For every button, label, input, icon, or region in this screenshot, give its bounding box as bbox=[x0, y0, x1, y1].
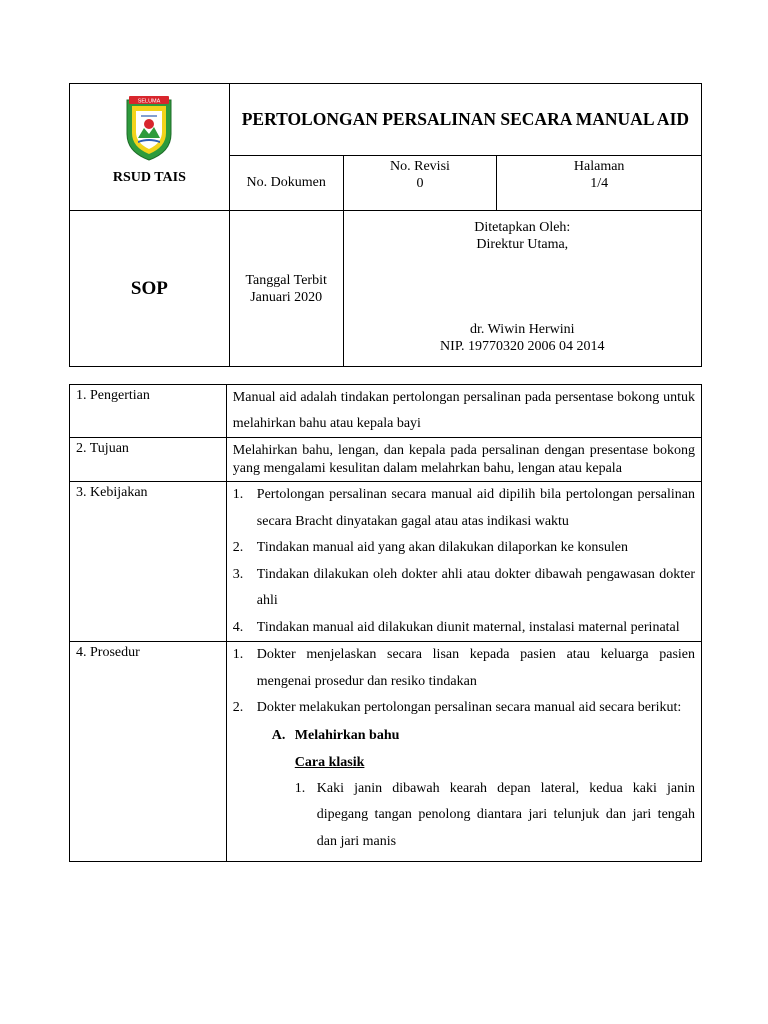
signer-name: dr. Wiwin Herwini bbox=[470, 322, 575, 337]
section-body-pengertian bbox=[226, 385, 701, 438]
list-item-text: Dokter melakukan pertolongan persalinan secara manual aid secara berikut: bbox=[256, 700, 682, 715]
list-item bbox=[233, 642, 695, 695]
list-item bbox=[233, 695, 695, 722]
ditetapkan-cell bbox=[343, 211, 701, 367]
section-body-tujuan bbox=[226, 438, 701, 482]
section-body-prosedur bbox=[226, 642, 701, 862]
no-dokumen-cell bbox=[229, 156, 343, 211]
hospital-name: RSUD TAIS bbox=[112, 170, 186, 185]
cara-heading: Cara klasik bbox=[294, 754, 365, 770]
no-revisi-value: 0 bbox=[416, 176, 424, 191]
list-item-text: Pertolongan persalinan secara manual aid dipilih bila pertolongan persalinan secara Bracht dinyatakan gagal atau atas indikasi waktu bbox=[256, 487, 695, 529]
no-revisi-cell bbox=[343, 156, 497, 211]
sop-cell bbox=[70, 211, 230, 367]
tujuan-text: Melahirkan bahu, lengan, dan kepala pada persalinan dengan presentase bokong yang mengalami kesulitan dalam melahrkan bahu, lengan atau kepala bbox=[232, 443, 695, 476]
list-item-number: 1. bbox=[232, 487, 244, 502]
list-item-number: 2. bbox=[232, 540, 244, 555]
subsection-heading bbox=[233, 722, 695, 749]
list-item-text: Tindakan manual aid dilakukan diunit maternal, instalasi maternal perinatal bbox=[256, 619, 680, 635]
ditetapkan-label: Ditetapkan Oleh: bbox=[474, 220, 571, 235]
document-header-table bbox=[69, 83, 702, 367]
list-item-text: Kaki janin dibawah kearah depan lateral, kedua kaki janin dipegang tangan penolong diantara jari telunjuk dan jari tengah dan jari manis bbox=[316, 780, 695, 849]
no-dokumen-label: No. Dokumen bbox=[246, 175, 326, 190]
section-label-prosedur: 4. Prosedur bbox=[70, 642, 227, 862]
list-item-number: 4. bbox=[232, 619, 244, 635]
list-item-text: Dokter menjelaskan secara lisan kepada pasien atau keluarga pasien mengenai prosedur dan resiko tindakan bbox=[256, 647, 695, 689]
list-item-number: 3. bbox=[232, 566, 244, 582]
seluma-logo-icon bbox=[123, 94, 175, 162]
tanggal-terbit-label: Tanggal Terbit bbox=[245, 272, 327, 288]
halaman-label: Halaman bbox=[573, 159, 625, 174]
tanggal-terbit-value: Januari 2020 bbox=[250, 289, 323, 305]
cara-list bbox=[233, 776, 695, 856]
section-label-pengertian: 1. Pengertian bbox=[70, 385, 227, 438]
subsection-title: Melahirkan bahu bbox=[294, 727, 400, 743]
hospital-cell bbox=[70, 84, 230, 211]
list-item-text: Tindakan manual aid yang akan dilakukan dilaporkan ke konsulen bbox=[256, 540, 628, 555]
list-item bbox=[233, 535, 695, 562]
section-row-tujuan bbox=[70, 438, 702, 482]
no-revisi-label: No. Revisi bbox=[390, 159, 450, 174]
list-item-number: 1. bbox=[232, 647, 244, 662]
section-label-kebijakan: 3. Kebijakan bbox=[70, 482, 227, 642]
section-body-kebijakan bbox=[226, 482, 701, 642]
prosedur-list bbox=[233, 642, 695, 722]
pengertian-text: Manual aid adalah tindakan pertolongan persalinan pada persentase bokong untuk melahirkan bahu atau kepala bayi bbox=[232, 390, 695, 431]
section-row-kebijakan bbox=[70, 482, 702, 642]
list-item bbox=[233, 482, 695, 535]
section-row-pengertian bbox=[70, 385, 702, 438]
document-title: PERTOLONGAN PERSALINAN SECARA MANUAL AID bbox=[229, 84, 701, 156]
signer-nip: NIP. 19770320 2006 04 2014 bbox=[440, 339, 605, 354]
sop-label: SOP bbox=[130, 277, 168, 299]
list-item bbox=[295, 776, 695, 856]
tanggal-terbit-cell bbox=[229, 211, 343, 367]
section-row-prosedur bbox=[70, 642, 702, 862]
halaman-value: 1/4 bbox=[590, 176, 609, 191]
halaman-cell bbox=[497, 156, 702, 211]
list-item-number: 2. bbox=[232, 700, 244, 715]
list-item-text: Tindakan dilakukan oleh dokter ahli atau dokter dibawah pengawasan dokter ahli bbox=[256, 566, 695, 608]
logo-banner-text: SELUMA bbox=[138, 98, 161, 105]
list-item-number: 1. bbox=[294, 780, 306, 796]
ditetapkan-role: Direktur Utama, bbox=[476, 237, 569, 252]
section-label-tujuan: 2. Tujuan bbox=[70, 438, 227, 482]
list-item bbox=[233, 615, 695, 642]
subsection-letter: A. bbox=[271, 727, 286, 743]
sop-content-table bbox=[69, 384, 702, 862]
kebijakan-list bbox=[233, 482, 695, 641]
list-item bbox=[233, 562, 695, 615]
